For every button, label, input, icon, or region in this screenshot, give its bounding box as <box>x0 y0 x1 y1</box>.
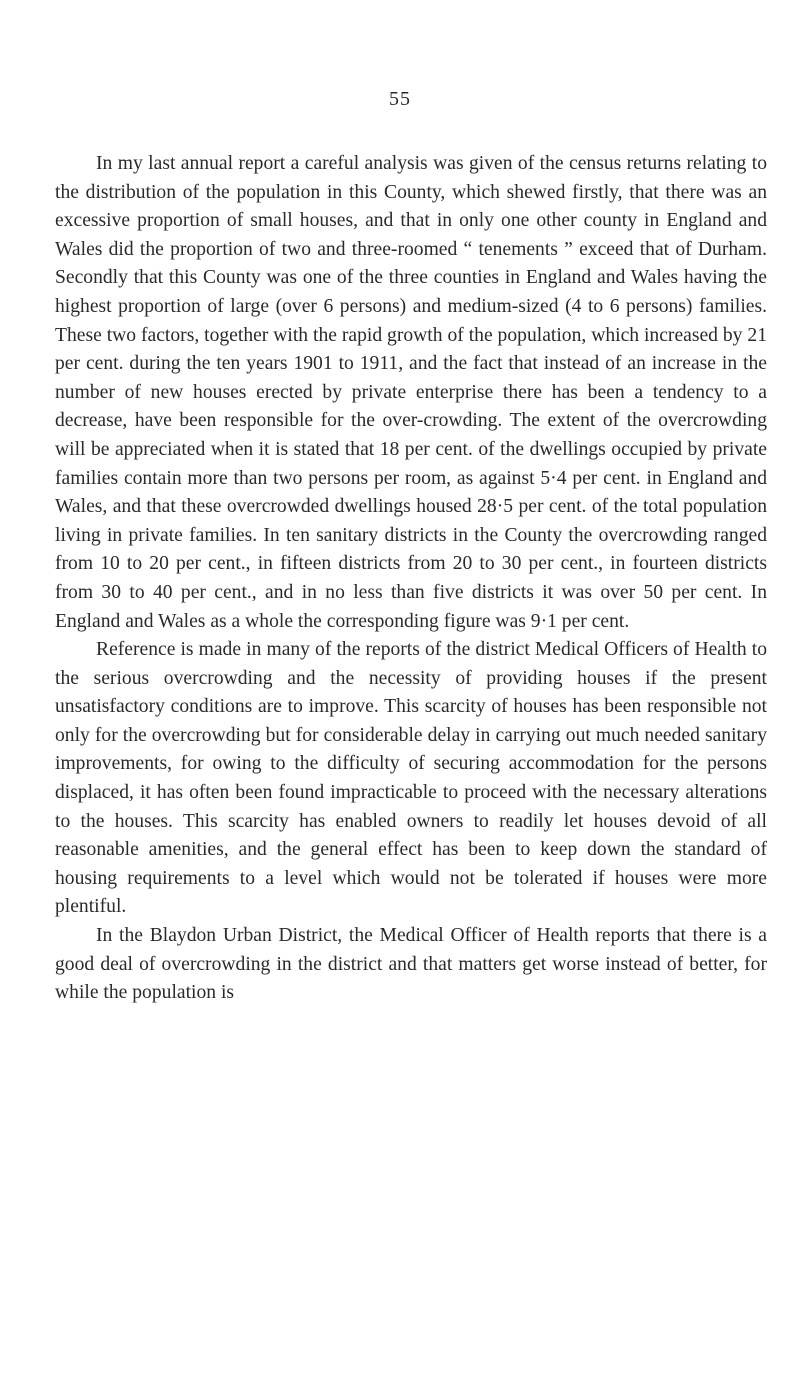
page-number: 55 <box>389 88 411 110</box>
body-text <box>55 150 767 1008</box>
paragraph-blaydon-district: In the Blaydon Urban District, the Medical Officer of Health reports that there is a good deal of overcrowding in the district and that matters get worse instead of better, for while the population is <box>55 925 767 1004</box>
paragraph-census-analysis: In my last annual report a careful analysis was given of the census returns relating to the distribution of the population in this County, which shewed firstly, that there was an excessive proportion of small houses, and that in only one other county in England and Wales did the proportion of two and three-roomed “ tenements ” exceed that of Durham. Secondly that this County was one of the three counties in England and Wales having the highest proportion of large (over 6 persons) and medium-sized (4 to 6 persons) families. These two factors, together with the rapid growth of the population, which increased by 21 per cent. during the ten years 1901 to 1911, and the fact that instead of an increase in the number of new houses erected by private enterprise there has been a tendency to a decrease, have been responsible for the over-crowding. The extent of the overcrowding will be appreciated when it is stated that 18 per cent. of the dwellings occupied by private families contain more than two persons per room, as against 5·4 per cent. in England and Wales, and that these overcrowded dwellings housed 28·5 per cent. of the total population living in private families. In ten sanitary districts in the County the overcrowding ranged from 10 to 20 per cent., in fifteen districts from 20 to 30 per cent., in fourteen districts from 30 to 40 per cent., and in no less than five districts it was over 50 per cent. In England and Wales as a whole the corresponding figure was 9·1 per cent. <box>55 153 767 632</box>
paragraph-housing-scarcity: Reference is made in many of the reports of the district Medical Officers of Health to the serious overcrowding and the necessity of providing houses if the present unsatisfactory conditions are to improve. This scarcity of houses has been responsible not only for the overcrowding but for considerable delay in carrying out much needed sanitary improvements, for owing to the difficulty of securing accommodation for the persons displaced, it has often been found impracticable to proceed with the necessary alterations to the houses. This scarcity has enabled owners to readily let houses devoid of all reasonable amenities, and the general effect has been to keep down the standard of housing requirements to a level which would not be tolerated if houses were more plentiful. <box>55 639 767 918</box>
